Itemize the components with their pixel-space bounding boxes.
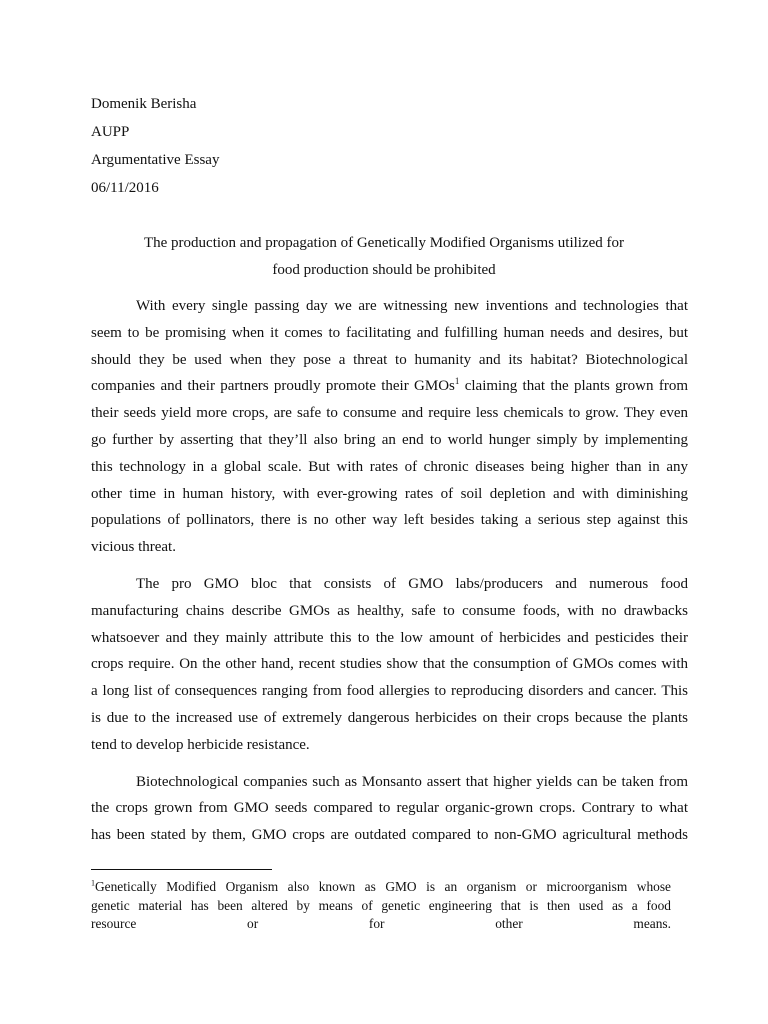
- essay-date: 06/11/2016: [91, 180, 159, 196]
- paragraph-line: is due to the increased use of extremely dangerous herbicides on their crops because the plants: [91, 709, 688, 726]
- footnote-line: genetic material has been altered by means of genetic engineering that is then used as a food: [91, 897, 671, 913]
- paragraph-line: whatsoever and they mainly attribute this to the low amount of herbicides and pesticides their: [91, 629, 688, 646]
- paragraph-line: a long list of consequences ranging from food allergies to reproducing disorders and cancer. This: [91, 683, 688, 700]
- paragraph-line: should they be used when they pose a threat to humanity and its habitat? Biotechnological: [91, 351, 688, 368]
- paragraph-line-with-footnote: [91, 373, 688, 400]
- footnote-text: Genetically Modified Organism also known as GMO is an organism or microorganism whose: [95, 879, 671, 894]
- essay-body: [91, 293, 688, 859]
- paragraph-line: the crops grown from GMO seeds compared to regular organic-grown crops. Contrary to what: [91, 800, 688, 817]
- assignment-type: Argumentative Essay: [91, 152, 220, 168]
- author-name: Domenik Berisha: [91, 96, 197, 112]
- paragraph-line-head: companies and their partners proudly promote their GMOs: [91, 378, 455, 395]
- footnote-line: [91, 878, 671, 897]
- paragraph-line: other time in human history, with ever-growing rates of soil depletion and with diminishing: [91, 485, 688, 502]
- paragraph-line: The pro GMO bloc that consists of GMO labs/producers and numerous food: [136, 575, 688, 592]
- paragraph-2: [91, 571, 688, 759]
- footnote-line: resource or for other means.: [91, 916, 671, 931]
- footnote-separator: [91, 869, 272, 870]
- paragraph-line: seem to be promising when it comes to facilitating and fulfilling human needs and desires, but: [91, 324, 688, 341]
- paragraph-line: manufacturing chains describe GMOs as healthy, safe to consume foods, with no drawbacks: [91, 602, 688, 619]
- paragraph-line: their seeds yield more crops, are safe to consume and require less chemicals to grow. They even: [91, 405, 688, 422]
- paragraph-line: this technology in a global scale. But with rates of chronic diseases being higher than in any: [91, 458, 688, 475]
- paragraph-line: crops require. On the other hand, recent studies show that the consumption of GMOs comes with: [91, 656, 688, 673]
- footnote: [91, 878, 671, 934]
- paragraph-line: has been stated by them, GMO crops are outdated compared to non-GMO agricultural methods: [91, 827, 688, 844]
- footnote-marker: 1: [91, 878, 95, 888]
- paragraph-line: vicious threat.: [91, 539, 176, 556]
- paragraph-line-tail: claiming that the plants grown from: [459, 378, 688, 395]
- paragraph-line: tend to develop herbicide resistance.: [91, 736, 310, 753]
- paragraph-line: Biotechnological companies such as Monsanto assert that higher yields can be taken from: [136, 773, 688, 790]
- footnote-reference[interactable]: 1: [454, 376, 460, 387]
- paragraph-1: [91, 293, 688, 561]
- course-name: AUPP: [91, 124, 130, 140]
- paragraph-3: [91, 769, 688, 849]
- paragraph-line: With every single passing day we are witnessing new inventions and technologies that: [136, 298, 688, 314]
- paragraph-line: populations of pollinators, there is no other way left besides taking a serious step against this: [91, 512, 688, 529]
- essay-header: [91, 90, 219, 202]
- essay-title: [91, 230, 677, 284]
- paragraph-line: go further by asserting that they’ll also bring an end to world hunger simply by implementing: [91, 431, 688, 448]
- title-line-1: The production and propagation of Genetically Modified Organisms utilized for: [143, 235, 624, 251]
- title-line-2: food production should be prohibited: [272, 262, 496, 278]
